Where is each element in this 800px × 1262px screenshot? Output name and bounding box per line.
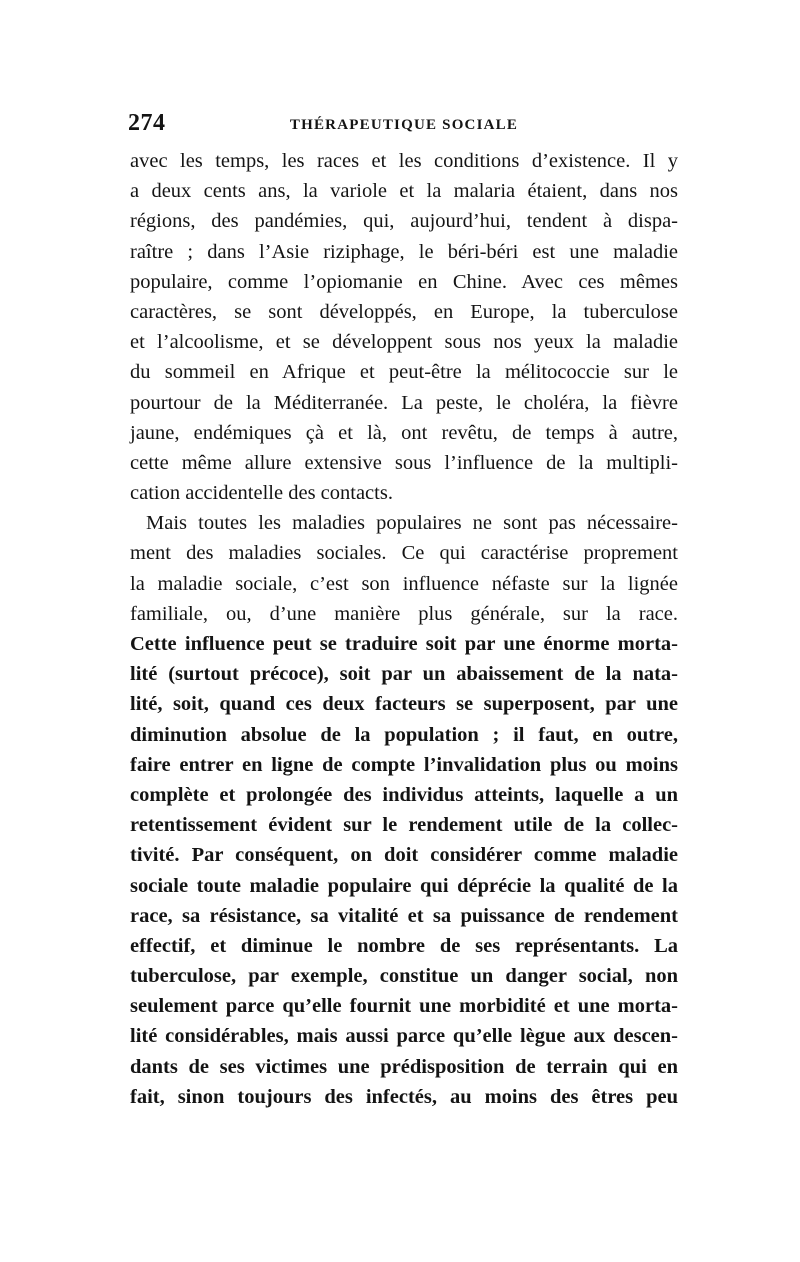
paragraph-end-line: cation accidentelle des contacts. [130,482,393,505]
text-line: tuberculose, par exemple, constitue un danger social, non [130,965,678,988]
text-line: raître ; dans l’Asie riziphage, le béri-béri est une maladie [130,240,678,263]
text-line: régions, des pandémies, qui, aujourd’hui, tendent à dispa- [130,210,678,233]
body-text [130,146,678,1112]
text-line: dants de ses victimes une prédisposition de terrain qui en [130,1055,678,1078]
text-line: seulement parce qu’elle fournit une morbidité et une morta- [130,995,678,1018]
text-line: avec les temps, les races et les conditions d’existence. Il y [130,150,678,172]
text-line: faire entrer en ligne de compte l’invalidation plus ou moins [130,753,678,776]
text-line: la maladie sociale, c’est son influence néfaste sur la lignée [130,572,678,595]
running-head [128,108,680,138]
running-title: THÉRAPEUTIQUE SOCIALE [289,117,519,133]
text-line: lité, soit, quand ces deux facteurs se superposent, par une [130,693,678,716]
text-line: lité considérables, mais aussi parce qu’elle lègue aux descen- [130,1025,678,1048]
text-line: du sommeil en Afrique et peut-être la mélitococcie sur le [130,361,678,384]
text-line: race, sa résistance, sa vitalité et sa puissance de rendement [130,904,678,927]
text-line: tivité. Par conséquent, on doit considérer comme maladie [130,844,678,867]
text-line: ment des maladies sociales. Ce qui caractérise proprement [130,542,678,565]
text-line: jaune, endémiques çà et là, ont revêtu, de temps à autre, [130,421,678,444]
text-line: pourtour de la Méditerranée. La peste, le choléra, la fièvre [130,391,678,414]
text-line: effectif, et diminue le nombre de ses représentants. La [130,934,678,957]
text-line: familiale, ou, d’une manière plus générale, sur la race. [130,602,678,625]
text-line: complète et prolongée des individus atteints, laquelle a un [130,783,678,806]
text-line: Cette influence peut se traduire soit par une énorme morta- [130,633,678,655]
paragraph-start-line: Mais toutes les maladies populaires ne sont pas nécessaire- [146,512,678,535]
text-line: et l’alcoolisme, et se développent sous nos yeux la maladie [130,331,678,354]
text-line: sociale toute maladie populaire qui déprécie la qualité de la [130,874,678,897]
page-number: 274 [128,110,166,136]
text-line: caractères, se sont développés, en Europe, la tuberculose [130,300,678,323]
text-line: fait, sinon toujours des infectés, au moins des êtres peu [130,1085,678,1108]
text-line: diminution absolue de la population ; il faut, en outre, [130,723,678,746]
text-line: retentissement évident sur le rendement utile de la collec- [130,814,678,837]
text-line: a deux cents ans, la variole et la malaria étaient, dans nos [130,180,678,203]
text-line: lité (surtout précoce), soit par un abaissement de la nata- [130,663,678,686]
text-line: populaire, comme l’opiomanie en Chine. Avec ces mêmes [130,270,678,293]
text-line: cette même allure extensive sous l’influence de la multipli- [130,451,678,474]
